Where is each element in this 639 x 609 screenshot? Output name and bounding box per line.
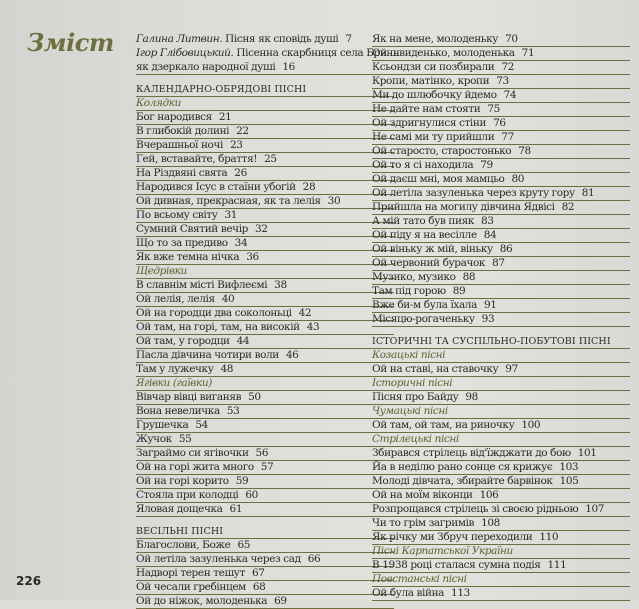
- toc-entry: [136, 433, 394, 447]
- toc-entry: [372, 475, 630, 489]
- entry-page-number: 44: [236, 335, 250, 347]
- entry-page-number: 30: [327, 195, 341, 207]
- entry-title: Ой лелія, лелія: [136, 293, 215, 305]
- entry-page-number: 100: [521, 419, 541, 431]
- toc-subsection-heading: [372, 433, 630, 447]
- entry-title: Не самі ми ту прийшли: [372, 131, 495, 143]
- toc-entry: [136, 223, 394, 237]
- toc-entry: [136, 111, 394, 125]
- entry-page-number: 84: [483, 229, 497, 241]
- entry-page-number: 73: [496, 75, 509, 87]
- entry-title: Стояла при колодці: [136, 489, 239, 501]
- entry-title: Жучок: [136, 433, 172, 445]
- entry-title: Сумний Святий вечір: [136, 223, 248, 235]
- toc-entry: [136, 251, 394, 265]
- entry-title: Бог народився: [136, 111, 212, 123]
- toc-entry: [372, 75, 630, 89]
- entry-title: Ой віньку ж мій, віньку: [372, 243, 493, 255]
- entry-page-number: 34: [234, 237, 248, 249]
- entry-title: Пісня як сповідь душі: [225, 33, 339, 45]
- entry-page-number: 42: [298, 307, 312, 319]
- entry-title: Що то за предиво: [136, 237, 228, 249]
- toc-entry: [372, 103, 630, 117]
- toc-entry: [136, 447, 394, 461]
- subsection-title: Козацькі пісні: [372, 349, 446, 361]
- entry-title: Ой на горі жита много: [136, 461, 254, 473]
- entry-title: Народився Ісус в стаїни убогій: [136, 181, 296, 193]
- entry-title: Ой була війна: [372, 587, 445, 599]
- toc-entry: [136, 321, 394, 335]
- entry-page-number: 87: [492, 257, 505, 269]
- entry-title: Ой здригнулися стіни: [372, 117, 487, 129]
- entry-title: Там під горою: [372, 285, 446, 297]
- entry-page-number: 55: [178, 433, 192, 445]
- entry-author: Галина Литвин.: [136, 33, 223, 45]
- entry-page-number: 53: [226, 405, 240, 417]
- entry-title: Як річку ми Збруч переходили: [372, 531, 533, 543]
- toc-entry: [372, 89, 630, 103]
- entry-title: Вівчар вівці виганяв: [136, 391, 242, 403]
- entry-page-number: 78: [518, 145, 531, 157]
- entry-page-number: 56: [255, 447, 269, 459]
- entry-title: В 1938 році сталася сумна подія: [372, 559, 541, 571]
- entry-page-number: 67: [252, 567, 265, 579]
- section-title: ІСТОРИЧНІ ТА СУСПІЛЬНО-ПОБУТОВІ ПІСНІ: [372, 336, 611, 347]
- toc-entry: [136, 153, 394, 167]
- entry-title: Яловая дощечка: [136, 503, 223, 515]
- subsection-title: Колядки: [136, 97, 181, 109]
- toc-section-heading: [372, 335, 630, 349]
- subsection-title: Щедрівки: [136, 265, 187, 277]
- entry-title: Ой даєш мні, моя мамцьо: [372, 173, 505, 185]
- toc-entry: [372, 503, 630, 517]
- toc-entry: [372, 489, 630, 503]
- toc-entry: [372, 131, 630, 145]
- toc-entry: [372, 531, 630, 545]
- entry-title: Йа в неділю рано сонце ся крижує: [372, 461, 553, 473]
- entry-title: Молоді дівчата, збирайте барвінок: [372, 475, 553, 487]
- toc-entry: [136, 553, 394, 567]
- section-title: КАЛЕНДАРНО-ОБРЯДОВІ ПІСНІ: [136, 84, 307, 95]
- toc-entry: [372, 61, 630, 75]
- toc-entry: [372, 229, 630, 243]
- entry-title: Прийшла на могилу дівчина Ядвісі: [372, 201, 555, 213]
- entry-page-number: 79: [480, 159, 493, 171]
- toc-subsection-heading: [372, 405, 630, 419]
- entry-page-number: 61: [229, 503, 243, 515]
- toc-subsection-heading: [372, 349, 630, 363]
- entry-page-number: 70: [505, 33, 518, 45]
- toc-entry: [372, 587, 630, 601]
- entry-page-number: 113: [451, 587, 470, 599]
- toc-entry: [372, 363, 630, 377]
- entry-title: Вона невеличка: [136, 405, 220, 417]
- entry-title: Музико, музико: [372, 271, 456, 283]
- entry-page-number: 71: [521, 47, 535, 59]
- toc-entry: [136, 209, 394, 223]
- toc-entry: [136, 581, 394, 595]
- toc-subsection-heading: [372, 573, 630, 587]
- entry-page-number: 38: [274, 279, 287, 291]
- toc-subsection-heading: [136, 265, 394, 279]
- entry-page-number: 48: [220, 363, 234, 375]
- toc-entry: [136, 567, 394, 581]
- toc-entry: [136, 363, 394, 377]
- entry-title: Ой старосто, старостонько: [372, 145, 512, 157]
- entry-title: В славнім місті Вифлеємі: [136, 279, 268, 291]
- entry-title: Розпрощався стрілець зі своєю рідньою: [372, 503, 579, 515]
- subsection-title: Повстанські пісні: [372, 573, 467, 585]
- toc-entry: [372, 391, 630, 405]
- entry-title: Надворі терен тешут: [136, 567, 245, 579]
- entry-page-number: 98: [465, 391, 478, 403]
- entry-page-number: 16: [282, 61, 295, 73]
- toc-entry: [136, 335, 394, 349]
- entry-title: Грушечка: [136, 419, 189, 431]
- entry-page-number: 57: [260, 461, 274, 473]
- section-title: ВЕСІЛЬНІ ПІСНІ: [136, 526, 224, 537]
- entry-title: Ксьондзи си позбирали: [372, 61, 495, 73]
- subsection-title: Стрілецькі пісні: [372, 433, 459, 445]
- entry-title: Вчерашньої ночі: [136, 139, 223, 151]
- entry-page-number: 110: [539, 531, 559, 543]
- entry-page-number: 68: [252, 581, 266, 593]
- page-title: Зміст: [27, 28, 114, 57]
- entry-title: Ой чесали гребінцем: [136, 581, 246, 593]
- entry-page-number: 74: [503, 89, 517, 101]
- entry-page-number: 21: [218, 111, 232, 123]
- entry-title: Благослови, Боже: [136, 539, 231, 551]
- toc-entry: [136, 503, 394, 517]
- entry-title: Місяцю-рогаченьку: [372, 313, 475, 325]
- toc-entry: [136, 167, 394, 181]
- toc-entry: [372, 47, 630, 61]
- entry-page-number: 81: [581, 187, 595, 199]
- entry-title: Ой там, у городци: [136, 335, 230, 347]
- entry-page-number: 107: [585, 503, 605, 515]
- entry-page-number: 50: [248, 391, 261, 403]
- entry-title: Пісня про Байду: [372, 391, 459, 403]
- entry-title: Ой на ставі, на ставочку: [372, 363, 499, 375]
- entry-title: Вже би-м була їхала: [372, 299, 477, 311]
- toc-entry: [136, 539, 394, 553]
- entry-title: Там у лужечку: [136, 363, 214, 375]
- subsection-title: Чумацькі пісні: [372, 405, 448, 417]
- entry-title: Ми до шлюбочку йдемо: [372, 89, 497, 101]
- entry-title: На Різдвяні свята: [136, 167, 228, 179]
- entry-page-number: 86: [499, 243, 513, 255]
- entry-title: Чи то грім загримів: [372, 517, 475, 529]
- entry-page-number: 32: [254, 223, 268, 235]
- entry-page-number: 65: [237, 539, 250, 551]
- entry-page-number: 75: [487, 103, 500, 115]
- entry-title: Пасла дівчина чотири воли: [136, 349, 279, 361]
- subsection-title: Історичні пісні: [372, 377, 453, 389]
- toc-entry: [372, 33, 630, 47]
- entry-page-number: 82: [561, 201, 575, 213]
- toc-entry: [372, 285, 630, 299]
- toc-entry: [372, 187, 630, 201]
- entry-page-number: 91: [483, 299, 497, 311]
- entry-page-number: 46: [285, 349, 299, 361]
- entry-page-number: 83: [481, 215, 494, 227]
- toc-entry: [372, 461, 630, 475]
- entry-page-number: 76: [493, 117, 506, 129]
- toc-entry: [136, 293, 394, 307]
- toc-entry: [136, 125, 394, 139]
- entry-page-number: 89: [452, 285, 466, 297]
- toc-section-heading: [136, 83, 394, 97]
- entry-page-number: 26: [234, 167, 247, 179]
- toc-intro-entry: [136, 47, 399, 61]
- toc-subsection-heading: [136, 377, 394, 391]
- entry-page-number: 108: [481, 517, 500, 529]
- entry-title: В глибокій долині: [136, 125, 230, 137]
- entry-page-number: 97: [505, 363, 518, 375]
- entry-title: Ой до ніжок, молоденька: [136, 595, 268, 607]
- entry-page-number: 40: [221, 293, 235, 305]
- toc-entry: [136, 181, 394, 195]
- entry-title: Ой летіла зазуленька через сад: [136, 553, 301, 565]
- toc-entry: [372, 173, 630, 187]
- entry-page-number: 43: [306, 321, 320, 333]
- entry-page-number: 31: [224, 209, 238, 221]
- toc-entry: [372, 299, 630, 313]
- entry-title: Ой летіла зазуленька через круту гору: [372, 187, 575, 199]
- entry-title: Ой там, на горі, там, на високій: [136, 321, 300, 333]
- entry-page-number: 105: [559, 475, 579, 487]
- entry-page-number: 103: [559, 461, 579, 473]
- entry-page-number: 66: [307, 553, 321, 565]
- toc-subsection-heading: [372, 545, 630, 559]
- entry-page-number: 36: [246, 251, 259, 263]
- entry-page-number: 28: [302, 181, 316, 193]
- entry-page-number: 54: [195, 419, 208, 431]
- toc-entry: [372, 559, 630, 573]
- entry-title: Ой на моїм віконци: [372, 489, 473, 501]
- entry-title: Ой піду я на весілле: [372, 229, 477, 241]
- entry-title: Не дайте нам стояти: [372, 103, 481, 115]
- entry-author: Ігор Глібовицький.: [136, 47, 234, 59]
- toc-entry: [372, 257, 630, 271]
- toc-right-column: [372, 33, 632, 601]
- entry-title: Заграймо си ягівочки: [136, 447, 249, 459]
- entry-title: Ой то я сі находила: [372, 159, 474, 171]
- toc-entry: [136, 595, 394, 609]
- subsection-title: Пісні Карпатської України: [372, 545, 513, 557]
- toc-entry: [136, 475, 394, 489]
- toc-section-heading: [136, 525, 394, 539]
- toc-entry: [136, 279, 394, 293]
- entry-page-number: 80: [511, 173, 525, 185]
- entry-page-number: 93: [481, 313, 495, 325]
- toc-entry: [136, 391, 394, 405]
- entry-title: Ой там, ой там, на риночку: [372, 419, 515, 431]
- entry-title: Ой швиденько, молоденька: [372, 47, 515, 59]
- entry-title: По всьому світу: [136, 209, 218, 221]
- toc-entry: [372, 243, 630, 257]
- toc-entry: [372, 145, 630, 159]
- entry-title: як дзеркало народної душі: [136, 61, 276, 73]
- toc-entry: [136, 61, 394, 75]
- toc-entry: [372, 159, 630, 173]
- page-number: 226: [16, 574, 42, 588]
- toc-subsection-heading: [372, 377, 630, 391]
- toc-entry: [372, 419, 630, 433]
- toc-entry: [136, 349, 394, 363]
- toc-entry: [136, 307, 394, 321]
- toc-entry: [136, 461, 394, 475]
- entry-page-number: 22: [236, 125, 249, 137]
- entry-title: А мій тато був пияк: [372, 215, 475, 227]
- entry-page-number: 7: [345, 33, 352, 45]
- toc-entry: [372, 271, 630, 285]
- entry-title: Гей, вставайте, браття!: [136, 153, 258, 165]
- entry-page-number: 111: [547, 559, 567, 571]
- entry-title: Ой на городци два соколоньці: [136, 307, 292, 319]
- entry-page-number: 60: [245, 489, 258, 501]
- toc-entry: [136, 237, 394, 251]
- entry-title: Ой дивная, прекрасная, як та лелія: [136, 195, 321, 207]
- toc-subsection-heading: [136, 97, 394, 111]
- toc-entry: [136, 195, 394, 209]
- toc-entry: [372, 313, 630, 327]
- entry-title: Пісенна скарбниця села Бринь: [236, 47, 399, 59]
- entry-title: Як на мене, молоденьку: [372, 33, 499, 45]
- toc-entry: [372, 215, 630, 229]
- toc-entry: [372, 201, 630, 215]
- entry-page-number: 77: [501, 131, 514, 143]
- toc-entry: [136, 139, 394, 153]
- toc-entry: [136, 405, 394, 419]
- toc-entry: [372, 117, 630, 131]
- entry-page-number: 25: [264, 153, 277, 165]
- entry-title: Кропи, матінко, кропи: [372, 75, 490, 87]
- toc-entry: [136, 489, 394, 503]
- entry-page-number: 72: [501, 61, 514, 73]
- toc-left-column: [136, 33, 399, 609]
- entry-page-number: 59: [235, 475, 249, 487]
- entry-page-number: 106: [479, 489, 499, 501]
- entry-title: Як вже темна нічка: [136, 251, 240, 263]
- entry-title: Ой червоний бурачок: [372, 257, 486, 269]
- toc-intro-entry: [136, 33, 394, 47]
- subsection-title: Ягівки (гаївки): [136, 377, 212, 389]
- toc-entry: [136, 419, 394, 433]
- toc-entry: [372, 447, 630, 461]
- entry-title: Збирався стрілець від'їжджати до бою: [372, 447, 571, 459]
- entry-title: Ой на горі корито: [136, 475, 229, 487]
- entry-page-number: 69: [274, 595, 287, 607]
- entry-page-number: 101: [577, 447, 597, 459]
- entry-page-number: 23: [229, 139, 243, 151]
- toc-entry: [372, 517, 630, 531]
- entry-page-number: 88: [462, 271, 476, 283]
